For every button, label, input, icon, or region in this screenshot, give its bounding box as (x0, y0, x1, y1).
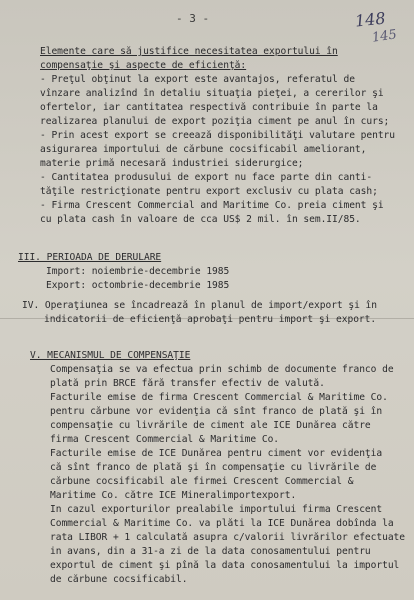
text-line: IV. Operaţiunea se încadrează în planul de import/export şi în (22, 300, 378, 311)
page-number: - 3 - (176, 12, 210, 25)
text-line: - Prin acest export se creează disponibilităţi valutare pentru (40, 130, 396, 141)
text-line: de cărbune cocsificabil. (50, 574, 188, 585)
folio-number-struck: 145 (371, 27, 398, 46)
text-line: In cazul exporturilor prealabile importului firma Crescent (50, 504, 383, 515)
text-line: in avans, din a 31-a zi de la data conosamentului pentru (50, 546, 371, 557)
text-line: Export: octombrie-decembrie 1985 (46, 280, 230, 291)
text-line: compensaţie cu livrările de ciment ale ICE Dunărea către (50, 420, 371, 431)
text-line: că sînt franco de plată şi în compensaţie cu livrările de (50, 462, 377, 473)
text-line: - Preţul obţinut la export este avantajos, referatul de (40, 74, 355, 85)
text-line: firma Crescent Commercial & Maritime Co. (50, 434, 280, 445)
text-line: indicatorii de eficienţă aprobaţi pentru import şi export. (44, 314, 377, 325)
text-line: V. MECANISMUL DE COMPENSAŢIE (30, 350, 191, 361)
text-line: Compensaţia se va efectua prin schimb de documente franco de (50, 364, 394, 375)
text-line: cu plata cash în valoare de cca US$ 2 mil. în sem.II/85. (40, 214, 361, 225)
text-line: cărbune cocsificabil ale firmei Crescent Commercial & (50, 476, 354, 487)
text-line: Facturile emise de ICE Dunărea pentru ciment vor evidenţia (50, 448, 383, 459)
text-line: plată prin BRCE fără transfer efectiv de valută. (50, 378, 325, 389)
text-line: Maritime Co. către ICE Mineralimportexport. (50, 490, 297, 501)
text-line: Elemente care să justifice necesitatea exportului în (40, 46, 338, 57)
text-line: pentru cărbune vor evidenţia că sînt franco de plată şi în (50, 406, 383, 417)
text-line: materie primă necesară industriei siderurgice; (40, 158, 304, 169)
text-line: tăţile restricţionate pentru export exclusiv cu plata cash; (40, 186, 378, 197)
text-line: compensaţie şi aspecte de eficienţă: (40, 60, 247, 71)
text-line: Import: noiembrie-decembrie 1985 (46, 266, 230, 277)
text-line: realizarea planului de export poziţia ciment pe anul în curs; (40, 116, 390, 127)
text-line: Commercial & Maritime Co. va plăti la ICE Dunărea dobînda la (50, 518, 394, 529)
folio-number: 148 (354, 8, 387, 31)
text-line: III. PERIOADA DE DERULARE (18, 252, 162, 263)
text-line: - Firma Crescent Commercial and Maritime Co. preia ciment şi (40, 200, 384, 211)
text-line: rata LIBOR + 1 calculată asupra c/valorii livrărilor efectuate (50, 532, 406, 543)
text-line: Facturile emise de firma Crescent Commercial & Maritime Co. (50, 392, 388, 403)
text-line: ofertelor, iar cantitatea respectivă contribuie în parte la (40, 102, 378, 113)
text-line: vînzare analizînd în detaliu situaţia pieţei, a cererilor şi (40, 88, 384, 99)
text-line: - Cantitatea produsului de export nu face parte din canti- (40, 172, 373, 183)
text-line: exportul de ciment şi pînă la data conosamentului la importul (50, 560, 400, 571)
text-line: asigurarea importului de cărbune cocsificabil ameliorant, (40, 144, 367, 155)
